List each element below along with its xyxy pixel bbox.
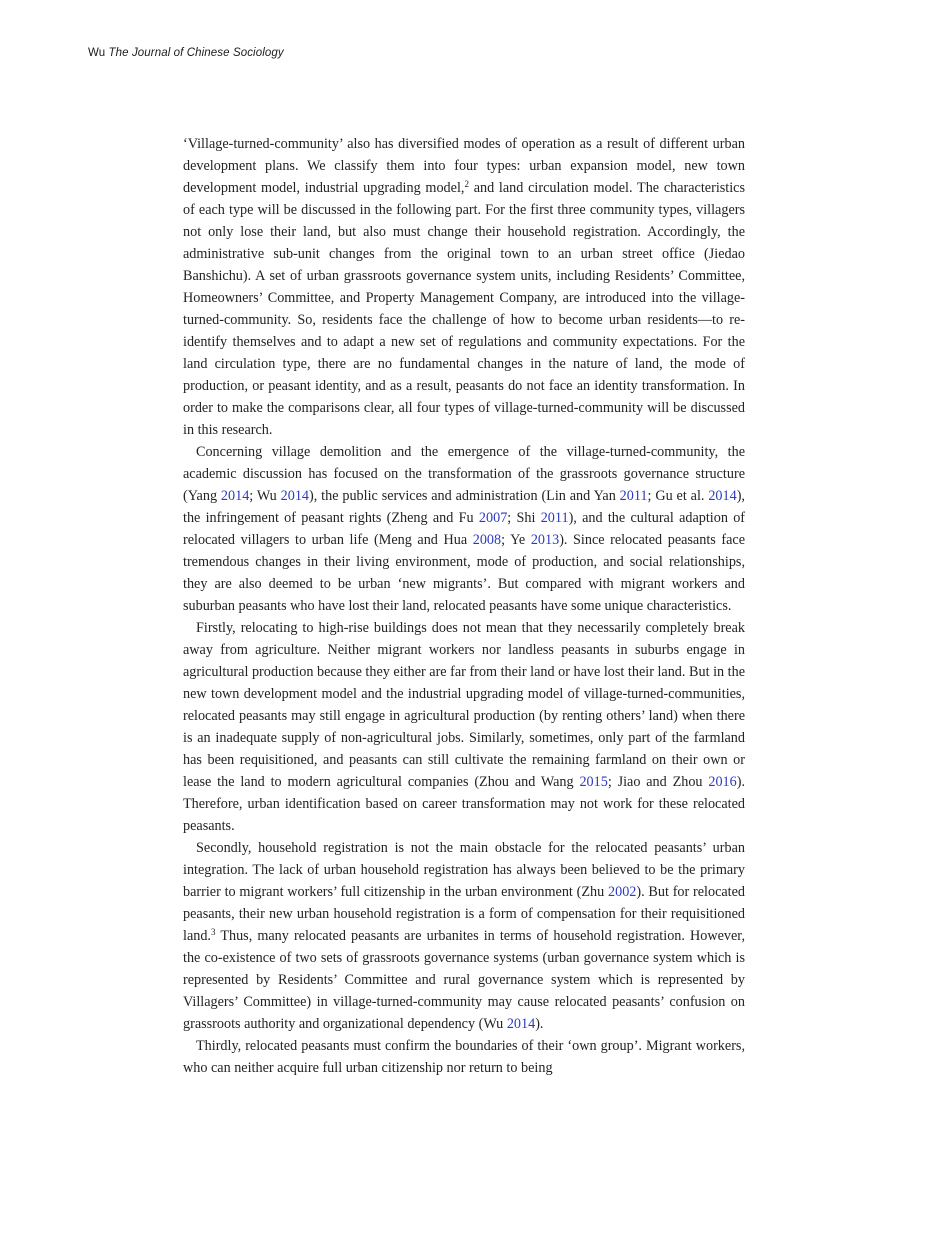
text-segment: ; Ye [501, 532, 531, 548]
text-segment: ; Shi [507, 510, 541, 526]
citation-link[interactable]: 2015 [579, 774, 608, 790]
footnote-marker: 2 [464, 179, 469, 189]
paragraph [183, 837, 745, 1035]
citation-link[interactable]: 2011 [540, 510, 569, 526]
citation-link[interactable]: 2014 [506, 1016, 536, 1032]
text-segment: ). Therefore, urban identification based on career transformation may not work for these relocated peasants. [183, 774, 745, 834]
text-segment: Secondly, household registration is not the main obstacle for the relocated peasants’ urban integration. The lack of urban household registration has always been believed to be the primary barrier to migrant workers’ full citizenship in the urban environment (Zhu [183, 840, 745, 900]
text-segment: and land circulation model. The characteristics of each type will be discussed in the following part. For the first three community types, villagers not only lose their land, but also must change their household registration. Accordingly, the administrative sub-unit changes from the original town to an urban street office (Jiedao Banshichu). A set of urban grassroots governance system units, including Residents’ Committee, Homeowners’ Committee, and Property Management Company, are introduced into the village-turned-community. So, residents face the challenge of how to become urban residents—to re-identify themselves and to adapt a new set of regulations and community expectations. For the land circulation type, there are no fundamental changes in the nature of land, the mode of production, or peasant identity, and as a result, peasants do not face an identity transformation. In order to make the comparisons clear, all four types of village-turned-community will be discussed in this research. [183, 180, 745, 438]
citation-link[interactable]: 2002 [608, 884, 637, 900]
text-segment: ), the infringement of peasant rights (Zheng and Fu [183, 488, 745, 526]
paragraph [183, 133, 745, 441]
text-segment: ; Jiao and Zhou [607, 774, 709, 790]
citation-link[interactable]: 2014 [708, 488, 737, 504]
citation-link[interactable]: 2014 [220, 488, 250, 504]
citation-link[interactable]: 2013 [530, 532, 560, 548]
running-head [88, 47, 284, 59]
citation-link[interactable]: 2008 [472, 532, 502, 548]
paragraph [183, 1035, 745, 1079]
text-segment: Thus, many relocated peasants are urbanites in terms of household registration. However, the co-existence of two sets of grassroots governance systems (urban governance system which is represented by Residents’ Committee and rural governance system which is represented by Villagers’ Committee) in village-turned-community may cause relocated peasants’ confusion on grassroots authority and organizational dependency (Wu [183, 928, 745, 1032]
text-segment: ), the public services and administration (Lin and Yan [309, 488, 620, 504]
footnote-marker: 3 [210, 927, 216, 937]
citation-link[interactable]: 2007 [478, 510, 508, 526]
running-head-author: Wu [88, 47, 106, 59]
citation-link[interactable]: 2014 [280, 488, 310, 504]
text-segment: Thirdly, relocated peasants must confirm the boundaries of their ‘own group’. Migrant workers, who can neither acquire full urban citizenship nor return to being [183, 1038, 745, 1076]
text-segment: ; Gu et al. [647, 488, 709, 504]
text-segment: ‘Village-turned-community’ also has diversified modes of operation as a result of different urban development plans. We classify them into four types: urban expansion model, new town development model, industrial upgrading model, [183, 136, 745, 196]
article-body [183, 133, 745, 1079]
citation-link[interactable]: 2011 [619, 488, 648, 504]
text-segment: ; Wu [249, 488, 281, 504]
citation-link[interactable]: 2016 [708, 774, 737, 790]
text-segment: ). Since relocated peasants face tremendous changes in their living environment, mode of production, and social relationships, they are also deemed to be urban ‘new migrants’. But compared with migrant workers and suburban peasants who have lost their land, relocated peasants have some unique characteristics. [183, 532, 745, 614]
text-segment: Concerning village demolition and the emergence of the village-turned-community, the academic discussion has focused on the transformation of the grassroots governance structure (Yang [183, 444, 745, 504]
text-segment: ), and the cultural adaption of relocated villagers to urban life (Meng and Hua [183, 510, 746, 548]
paragraph [183, 441, 745, 617]
text-segment: Firstly, relocating to high-rise buildings does not mean that they necessarily completely break away from agriculture. Neither migrant workers nor landless peasants in suburbs engage in agricultural production because they either are far from their land or have lost their land. But in the new town development model and the industrial upgrading model of village-turned-communities, relocated peasants may still engage in agricultural production (by renting others’ land) when there is an inadequate supply of non-agricultural jobs. Similarly, sometimes, only part of the farmland has been requisitioned, and peasants can still cultivate the remaining farmland on their own or lease the land to modern agricultural companies (Zhou and Wang [183, 620, 745, 790]
paragraph [183, 617, 745, 837]
text-segment: ). But for relocated peasants, their new urban household registration is a form of compensation for their requisitioned land. [183, 884, 745, 944]
text-segment: ). [535, 1016, 544, 1032]
running-head-journal: The Journal of Chinese Sociology [108, 47, 284, 59]
